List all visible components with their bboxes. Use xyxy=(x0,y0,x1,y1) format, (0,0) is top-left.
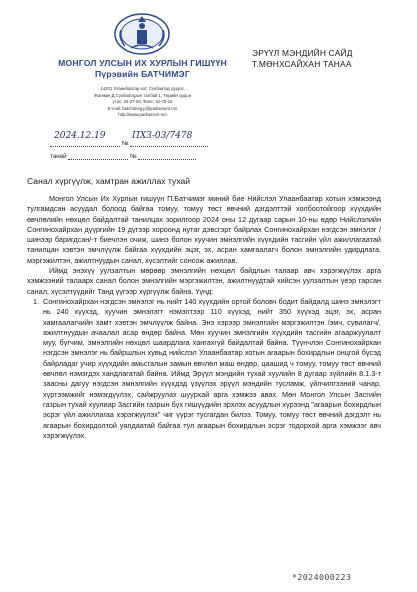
document-barcode-number: *2024000223 xyxy=(292,572,352,582)
number-label: № xyxy=(121,140,129,147)
letter-body xyxy=(27,194,381,441)
address-block xyxy=(40,86,245,119)
paragraph-intro: Монгол Улсын Их Хурлын гишүүн П.Батчимэг миний бие Нийслэл Улаанбаатар хотын хэмжээнд тулгамдсан асуудал болоод байгаа томуу, томуу төст өвчний дэгдэлттэй холбоотойгоор хүүхдийн өвчлөлийн нөхцөл байдалтай танилцах зорилгоор 2024 оны 12 дугаар сарын 10-ны өдөр Нийслэлийн Сонгинохайрхан дүүргийн 19 дүгээр хороонд нутаг дэвсгэрт байрлах Сонгинохайрхан нэгдсэн эмнэлэг /шинээр баригдсан/-т биечлэн очиж, шинэ болон хуучин эмнэлгийн хүүхдийн тасгийн үйл ажиллагаатай танилцан хэвтэн эмчлүүлж байгаа хүүхдийн эцэг, эх, асран хамгаалагч болон эмнэлгийн удирдлага, мэргэжилтэн, ажилтнуудын санал, хүсэлтийг сонсож ажиллав. xyxy=(27,194,381,265)
member-name: Пүрэвийн БАТЧИМЭГ xyxy=(95,69,190,79)
paragraph-request: Иймд энэхүү уулзалтын мөрөөр эмнэлгийн нөхцөл байдлын талаар авч хэрэгжүүлэх арга хэмжээний талаарх санал болон эмнэлгийн мэргэжилтэн, ажилтнуудтай хийсэн уулзалтын үеэр гарсан санал, хүсэлтүүдийг Танд үүгээр хүргүүлж байна. Үүнд: xyxy=(27,266,381,296)
subject-line: Санал хүргүүлж, хамтран ажиллах тухай xyxy=(27,176,191,186)
list-item: 1. Сонгинохайрхан нэгдсэн эмнэлэг нь нийт 140 хүүхдийн ортой боловч бодит байдалд шинэ эмнэлэгт нь 240 хүүхэд, хуучин эмнэлэгт нэмэлтээр 110 хүүхэд, нийт 350 хүүхэд эцэг, эх, асран хамгаалагчийн хамт хэвтэн эмчлүүлж байна. Энэ хэрээр эмнэлгийн мэргэжилтэн /эмч, сувилагч/, ажилтнуудын ачаалал асар өндөр байна. Мөн хуучин эмнэлгийн хүүхдийн тасгийн агааржуулалт муу, бүгчим, эмнэлгийн нөхцөл шаардлага хангахгүй байдалтай байна. Түүнчлэн Сонгинохайрхан нэгдсэн эмнэлэг нь байршлын хувьд нийслэл Улаанбаатар хотын агаарын бохирдлын онцгой бүсэд байрладаг учир хүүхдийн амьсгалын замын өвчлөл маш өндөр, цаашид ч томуу, томуу төст өвчний өвчлөл нэмэгдэх хандлагатай байна. Иймд Эрүүл мэндийн тухай хуулийн 8 дугаар зүйлийн 8.1.3-т заасны дагуу нэгдсэн эмнэлгийн хүүхдэд үзүүлэх эрүүл мэндийн тусламж, үйлчилгээний чанар, хүртээмжийг нэмэгдүүлэх, сайжруулах шуурхай арга хэмжээ авах. Мөн Монгол Улсын Засгийн газрын тухай хуулиар Засгийн газрын бүх гишүүдийн эрхлэх асуудлын хүрээнд "агаарын бохирдлын эсрэг үйл ажиллагаа хэрэгжүүлэх" чиг үүрэг тусгагдан билээ. Томуу, томуу төст өвчний дэгдэлт нь агаарын бохирдолтой уялдаатай байгаа тул агаарын бохирдлын эсрэг тодорхой арга хэмжээг авч хэрэгжүүлэх. xyxy=(41,297,381,441)
date-number-line xyxy=(50,140,208,147)
your-ref-line xyxy=(50,153,196,160)
state-emblem xyxy=(111,8,173,56)
address-line: Жанжин Д.Сүхбаатарын талбай 1, Төрийн ордон xyxy=(93,92,192,98)
address-line: 14201 Улаанбаатар хот, Сүхбаатар дүүрэг, xyxy=(100,86,185,91)
org-name: МОНГОЛ УЛСЫН ИХ ХУРЛЫН ГИШҮҮН xyxy=(58,58,227,68)
recipient-block xyxy=(252,48,353,70)
recipient-title: ЭРҮҮЛ МЭНДИЙН САЙД xyxy=(252,48,353,58)
handwritten-number: ПХЗ-03/7478 xyxy=(132,131,193,141)
address-line: E-mail: batchimeg.p@parliament.mn xyxy=(107,105,178,111)
suggestion-list xyxy=(27,297,381,441)
handwritten-date: 2024.12.19 xyxy=(54,131,106,141)
tany-number-label: № xyxy=(130,153,137,160)
address-line: утас: 26-27-00, Факс: 32-70-16 xyxy=(112,99,173,105)
address-line: http://www.parliament.mn xyxy=(118,112,167,118)
tany-label: танай xyxy=(50,153,67,160)
recipient-name: Т.МӨНХСАЙХАН ТАНАА xyxy=(252,59,352,69)
